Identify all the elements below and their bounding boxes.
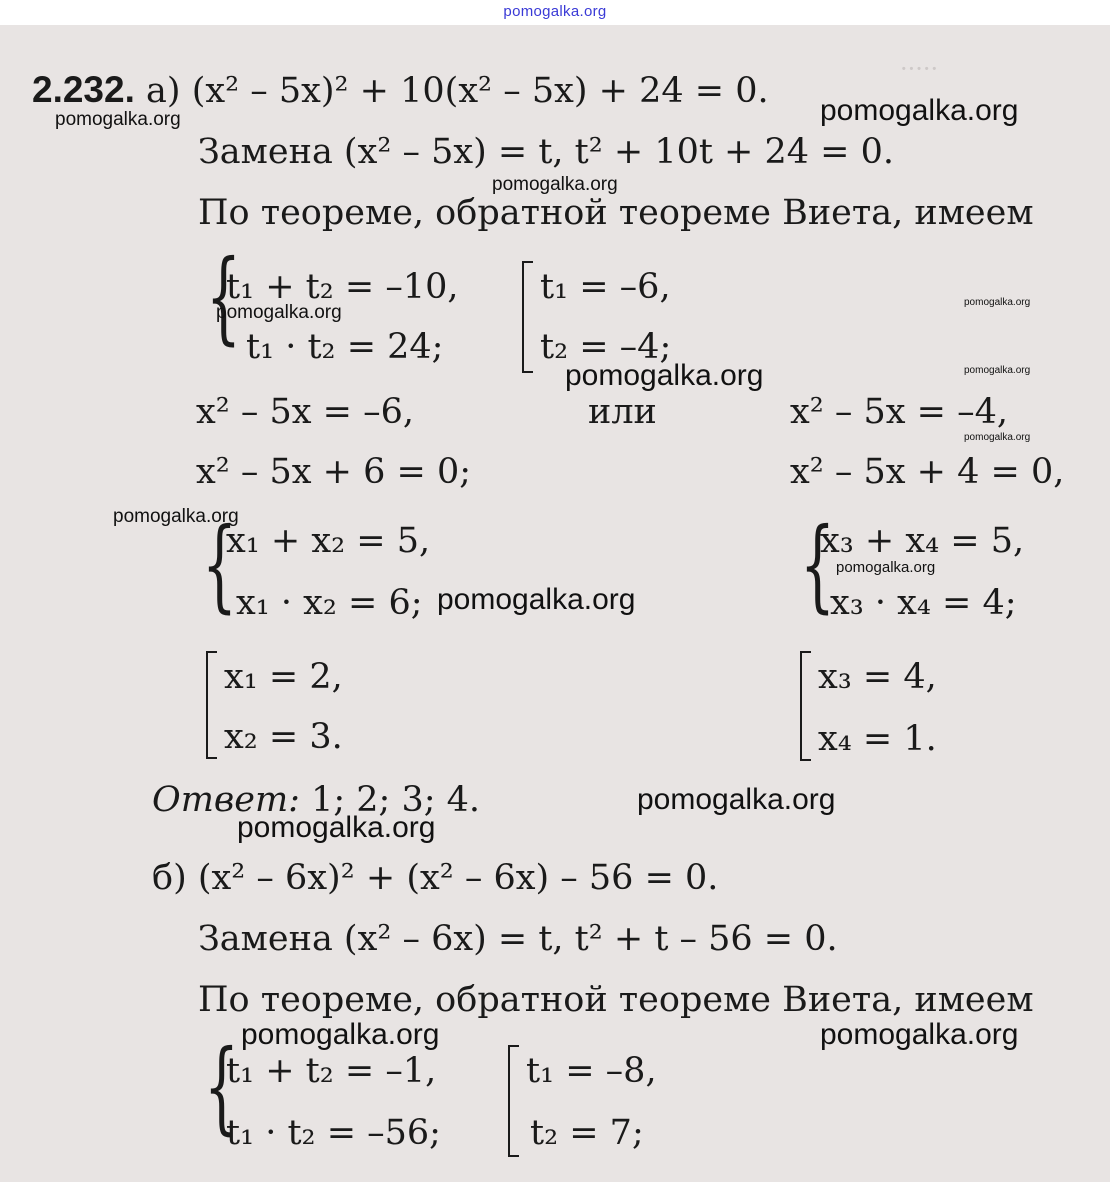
roots-t-a-line1: t₁ = –6, [540, 267, 671, 307]
watermark: pomogalka.org [216, 302, 342, 323]
brace-system-x12: { [202, 506, 237, 623]
roots-t-b-line1: t₁ = –8, [526, 1051, 657, 1091]
system-t-a-line1: t₁ + t₂ = –10, [226, 267, 459, 307]
bracket-roots-x12 [206, 651, 217, 759]
bracket-roots-t-b [508, 1045, 519, 1157]
brace-system-x34: { [800, 506, 835, 623]
watermark: pomogalka.org [964, 297, 1031, 308]
case1-eq2: x² – 5x + 6 = 0; [196, 452, 472, 492]
textbook-page [0, 25, 1110, 1182]
part-b-header [152, 858, 718, 898]
watermark: pomogalka.org [241, 1018, 440, 1051]
part-a-vieta-text: По теореме, обратной теореме Виета, имеем [198, 193, 1034, 233]
part-b-vieta-text: По теореме, обратной теореме Виета, имеем [198, 980, 1034, 1020]
problem-header [32, 70, 769, 111]
watermark: pomogalka.org [565, 359, 764, 392]
watermark: pomogalka.org [836, 559, 936, 576]
problem-number: 2.232. [32, 69, 135, 110]
or-word: или [588, 392, 657, 432]
roots-x12-line1: x₁ = 2, [224, 657, 343, 697]
case2-eq2: x² – 5x + 4 = 0, [790, 452, 1065, 492]
watermark: pomogalka.org [964, 365, 1031, 376]
part-a-label: а) [146, 71, 181, 111]
case1-eq1: x² – 5x = –6, [196, 392, 414, 432]
system-x12-line1: x₁ + x₂ = 5, [226, 521, 431, 561]
system-t-b-line1: t₁ + t₂ = –1, [226, 1051, 437, 1091]
system-x34-line2: x₃ · x₄ = 4; [830, 583, 1017, 623]
watermark: pomogalka.org [637, 783, 836, 816]
top-watermark: pomogalka.org [503, 3, 607, 20]
part-b-equation: (x² – 6x)² + (x² – 6x) – 56 = 0. [197, 858, 719, 898]
watermark: pomogalka.org [820, 94, 1019, 127]
roots-x34-line2: x₄ = 1. [818, 719, 937, 759]
watermark: pomogalka.org [492, 174, 618, 195]
system-x12-line2: x₁ · x₂ = 6; [236, 583, 423, 623]
part-b-label: б) [152, 858, 187, 898]
brace-system-t-b: { [204, 1028, 239, 1145]
roots-t-b-line2: t₂ = 7; [530, 1113, 644, 1153]
watermark: pomogalka.org [237, 811, 436, 844]
bracket-roots-t-a [522, 261, 533, 373]
roots-x34-line1: x₃ = 4, [818, 657, 937, 697]
system-t-a-line2: t₁ · t₂ = 24; [246, 327, 444, 367]
watermark: pomogalka.org [113, 506, 239, 527]
watermark: pomogalka.org [964, 432, 1031, 443]
watermark: pomogalka.org [437, 583, 636, 616]
part-a-equation: (x² – 5x)² + 10(x² – 5x) + 24 = 0. [191, 71, 769, 111]
watermark: pomogalka.org [55, 109, 181, 130]
system-x34-line1: x₃ + x₄ = 5, [820, 521, 1025, 561]
bleed-through-text: ····· [900, 55, 939, 83]
bracket-roots-x34 [800, 651, 811, 761]
answer-values: 1; 2; 3; 4. [311, 780, 481, 820]
brace-system-t-a: { [206, 238, 241, 355]
watermark: pomogalka.org [820, 1018, 1019, 1051]
system-t-b-line2: t₁ · t₂ = –56; [226, 1113, 441, 1153]
case2-eq1: x² – 5x = –4, [790, 392, 1008, 432]
part-a-substitution: Замена (x² – 5x) = t, t² + 10t + 24 = 0. [198, 132, 895, 172]
roots-x12-line2: x₂ = 3. [224, 717, 343, 757]
answer-label: Ответ: [152, 780, 300, 820]
roots-t-a-line2: t₂ = –4; [540, 327, 672, 367]
part-b-substitution: Замена (x² – 6x) = t, t² + t – 56 = 0. [198, 919, 838, 959]
